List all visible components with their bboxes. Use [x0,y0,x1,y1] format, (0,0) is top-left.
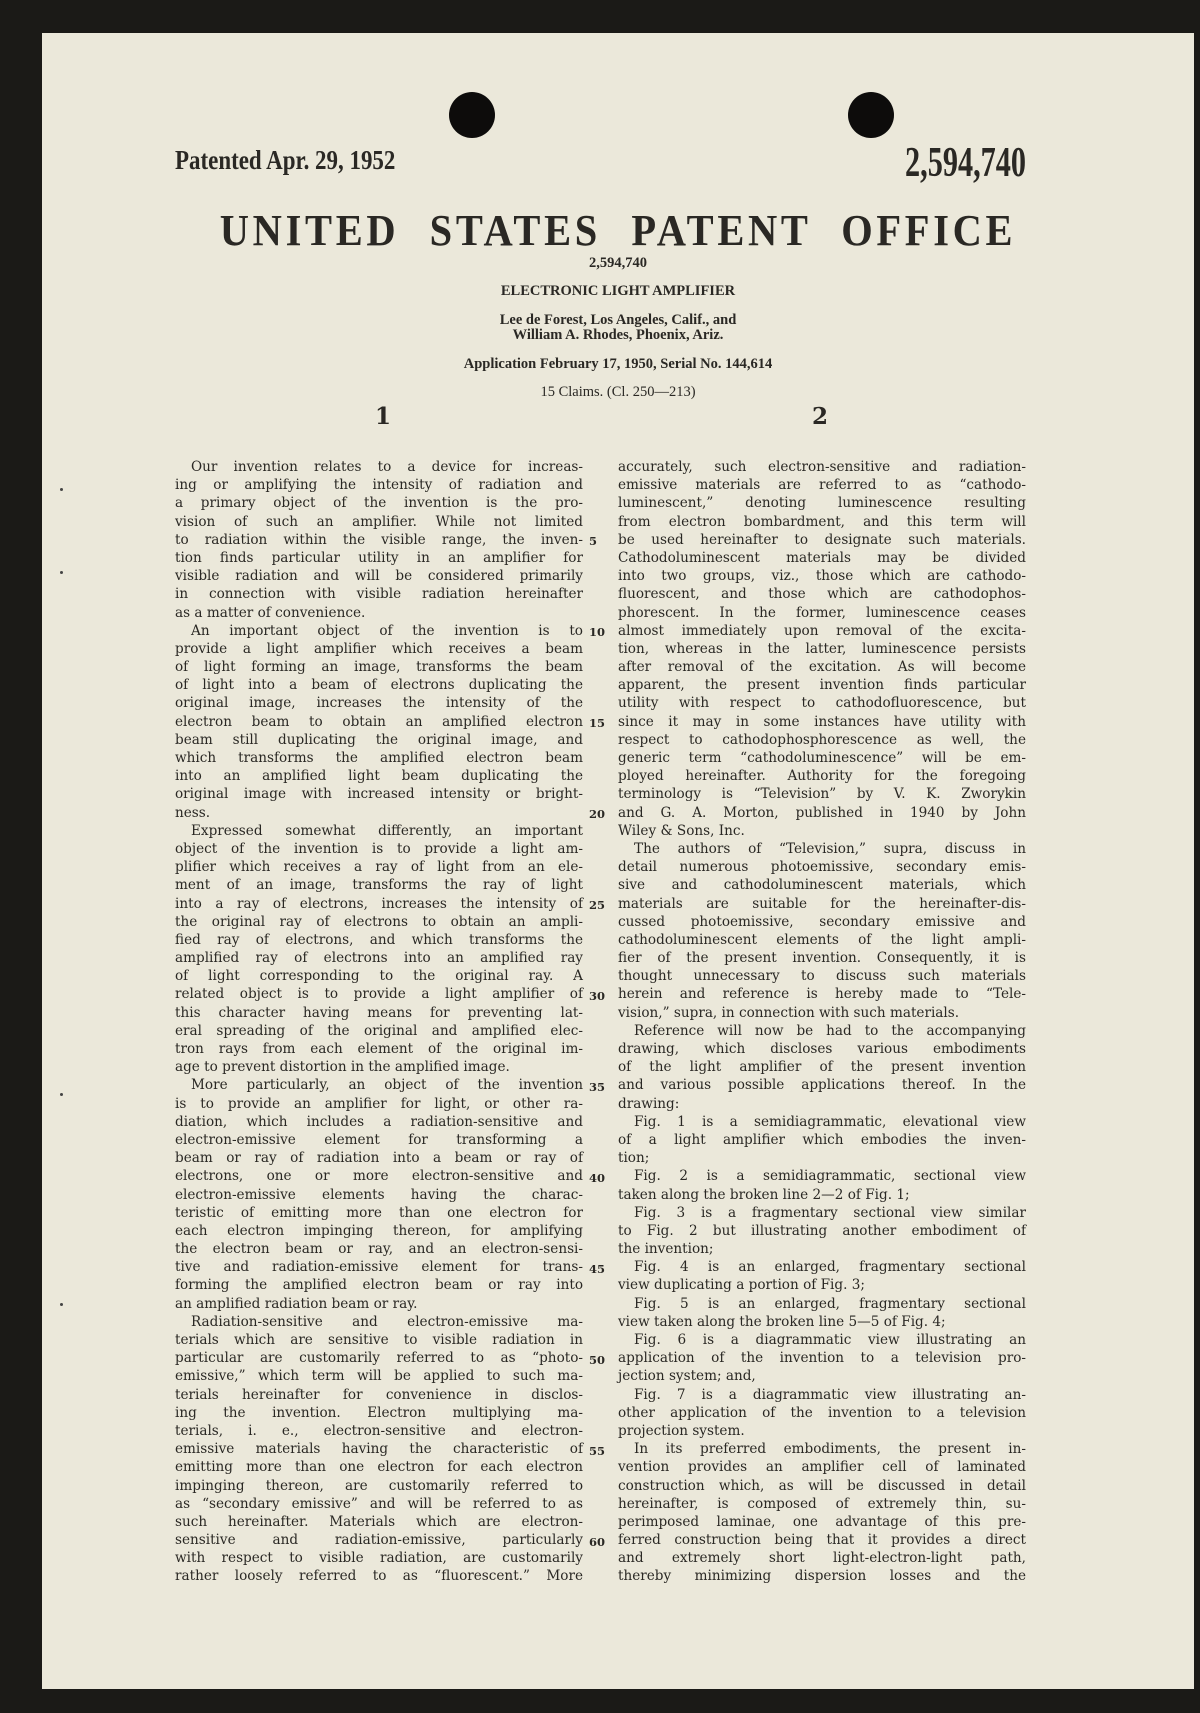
text-line: Fig. 7 is a diagrammatic view illustrating an- [634,1386,1026,1403]
text-line: original image, increases the intensity of the [175,695,583,712]
text-line: visible radiation and will be considered primarily [175,568,583,585]
text-line: Fig. 6 is a diagrammatic view illustrating an [634,1332,1026,1348]
text-line: drawing, which discloses various embodiments [618,1041,1026,1057]
text-line: beam still duplicating the original image, and [175,731,583,748]
text-line: plifier which receives a ray of light from an ele- [175,859,583,876]
text-line: fied ray of electrons, and which transforms the [175,931,583,948]
text-line: impinging thereon, are customarily referred to [175,1477,583,1494]
text-line: from electron bombardment, and this term will [618,513,1026,530]
line-number: 50 [589,1352,606,1367]
text-line: Expressed somewhat differently, an important [191,822,583,839]
column-number-2: 2 [812,403,829,430]
text-line: Fig. 1 is a semidiagrammatic, elevational view [634,1113,1026,1130]
text-line: rather loosely referred to as “fluorescent.” More [175,1568,583,1585]
text-line: cussed photoemissive, secondary emissive and [618,913,1026,930]
text-line: original image with increased intensity or bright- [175,786,583,803]
text-line: hereinafter, is composed of extremely thin, su- [618,1495,1026,1512]
text-line: application of the invention to a television pro- [618,1350,1026,1367]
line-number: 60 [589,1534,606,1549]
text-line: projection system. [618,1422,745,1439]
text-line: In its preferred embodiments, the present in- [634,1441,1026,1458]
text-line: Fig. 3 is a fragmentary sectional view similar [634,1204,1026,1221]
text-line: detail numerous photoemissive, secondary emis- [618,859,1026,876]
text-line: after removal of the excitation. As will become [618,659,1026,676]
text-line: the invention; [618,1241,714,1258]
text-line: into an amplified light beam duplicating the [175,768,583,785]
text-line: ferred construction being that it provides a direct [618,1532,1026,1549]
text-line: fluorescent, and those which are cathodophos- [618,586,1026,603]
line-number: 35 [589,1079,606,1094]
text-line: utility with respect to cathodofluorescence, but [618,695,1026,712]
line-number: 40 [589,1170,606,1185]
text-line: Reference will now be had to the accompanying [634,1022,1026,1039]
text-line: thought unnecessary to discuss such materials [618,968,1026,985]
text-line: perimposed laminae, one advantage of this pre- [618,1513,1026,1530]
text-column-2 [618,458,1026,1586]
text-line: such hereinafter. Materials which are electron- [175,1513,583,1530]
text-line: The authors of “Television,” supra, discuss in [634,840,1026,857]
text-line: into two groups, viz., those which are cathodo- [618,568,1026,585]
line-number: 30 [589,988,606,1003]
text-line: object of the invention is to provide a light am- [175,840,583,857]
text-line: ing or amplifying the intensity of radiation and [175,477,583,494]
text-line: to radiation within the visible range, the inven- [175,531,583,548]
text-line: eral spreading of the original and amplified elec- [175,1022,583,1039]
text-line: thereby minimizing dispersion losses and the [618,1568,1026,1585]
text-line: taken along the broken line 2—2 of Fig. 1; [618,1186,910,1203]
text-line: electron beam to obtain an amplified electron [175,713,583,730]
text-line: electron-emissive elements having the charac- [175,1186,583,1203]
text-line: related object is to provide a light amplifier of [175,986,583,1003]
text-line: diation, which includes a radiation-sensitive and [175,1113,583,1130]
line-number: 25 [589,897,606,912]
text-line: as “secondary emissive” and will be referred to as [175,1495,583,1512]
text-line: tive and radiation-emissive element for trans- [175,1259,583,1276]
text-line: of light forming an image, transforms the beam [175,659,583,676]
text-line: to Fig. 2 but illustrating another embodiment of [618,1222,1026,1239]
text-line: as a matter of convenience. [175,604,366,621]
text-line: is to provide an amplifier for light, or other ra- [175,1095,583,1112]
line-number: 20 [589,806,606,821]
text-line: cathodoluminescent elements of the light ampli- [618,931,1026,948]
text-line: tion finds particular utility in an amplifier for [175,549,583,566]
text-line: Wiley & Sons, Inc. [618,822,745,839]
text-line: ness. [175,804,211,821]
text-line: beam or ray of radiation into a beam or ray of [175,1150,583,1167]
text-line: terials, i. e., electron-sensitive and electron- [175,1422,583,1439]
text-line: this character having means for preventing lat- [175,1004,583,1021]
text-line: the electron beam or ray, and an electron-sensi- [175,1241,583,1258]
text-line: teristic of emitting more than one electron for [175,1204,583,1221]
text-line: materials are suitable for the hereinafter-dis- [618,895,1026,912]
inventors [42,313,1194,343]
text-line: the original ray of electrons to obtain an ampli- [175,913,583,930]
text-line: of a light amplifier which embodies the inven- [618,1131,1026,1148]
text-line: fier of the present invention. Consequently, it is [618,950,1026,967]
text-line: Fig. 2 is a semidiagrammatic, sectional view [634,1168,1026,1185]
text-line: and G. A. Morton, published in 1940 by John [618,804,1026,821]
text-line: ment of an image, transforms the ray of light [175,877,583,894]
text-line: Fig. 4 is an enlarged, fragmentary sectional [634,1259,1026,1276]
text-line: view duplicating a portion of Fig. 3; [618,1277,865,1294]
text-line: emissive materials are referred to as “cathodo- [618,477,1026,494]
text-line: emitting more than one electron for each electron [175,1459,583,1476]
inventors-line-2: William A. Rhodes, Phoenix, Ariz. [512,327,724,343]
line-number: 10 [589,624,606,639]
application-info: Application February 17, 1950, Serial No. 144,614 [463,356,773,372]
text-line: a primary object of the invention is the pro- [175,495,583,512]
text-line: provide a light amplifier which receives a beam [175,640,583,657]
text-line: since it may in some instances have utility with [618,713,1026,730]
text-line: terials hereinafter for convenience in disclos- [175,1386,583,1403]
text-line: with respect to visible radiation, are customarily [175,1550,583,1567]
text-line: of the light amplifier of the present invention [618,1059,1026,1076]
text-line: apparent, the present invention finds particular [618,677,1026,694]
text-line: of light into a beam of electrons duplicating the [175,677,583,694]
punch-hole-left [449,92,495,138]
text-line: particular are customarily referred to as “photo- [175,1350,583,1367]
text-line: electrons, one or more electron-sensitive and [175,1168,583,1185]
text-line: into a ray of electrons, increases the intensity of [175,895,583,912]
text-line: drawing: [618,1095,680,1112]
text-line: terminology is “Television” by V. K. Zworykin [618,786,1026,803]
text-line: Cathodoluminescent materials may be divided [618,549,1026,566]
text-line: accurately, such electron-sensitive and radiation- [618,459,1026,475]
line-number: 5 [589,533,598,548]
text-line: which transforms the amplified electron beam [175,750,583,766]
speck [60,488,63,491]
text-column-1 [175,458,583,1586]
text-line: terials which are sensitive to visible radiation in [175,1332,583,1348]
text-line: More particularly, an object of the invention [191,1077,583,1094]
patented-date: Patented Apr. 29, 1952 [175,145,396,175]
patent-page [42,33,1194,1689]
text-line: jection system; and, [618,1368,756,1385]
speck [60,1303,63,1306]
text-line: tion; [618,1150,650,1167]
text-line: age to prevent distortion in the amplified image. [175,1059,510,1076]
column-number-1: 1 [375,403,392,430]
inventors-line-1: Lee de Forest, Los Angeles, Calif., and [499,312,737,328]
text-line: luminescent,” denoting luminescence resulting [618,495,1026,512]
claims-info: 15 Claims. (Cl. 250—213) [540,384,696,400]
text-line: vision,” supra, in connection with such materials. [618,1004,960,1021]
text-line: tion, whereas in the latter, luminescence persists [618,640,1026,657]
speck [60,1093,63,1096]
text-line: emissive,” which term will be applied to such ma- [175,1368,583,1385]
text-line: other application of the invention to a television [618,1404,1026,1421]
text-line: vention provides an amplifier cell of laminated [618,1459,1026,1476]
speck [60,571,63,574]
invention-title: ELECTRONIC LIGHT AMPLIFIER [500,283,736,299]
text-line: almost immediately upon removal of the excita- [618,622,1026,639]
line-number: 55 [589,1443,606,1458]
text-line: sensitive and radiation-emissive, particularly [175,1532,583,1549]
text-line: herein and reference is hereby made to “Tele- [618,986,1026,1003]
text-line: electron-emissive element for transforming a [175,1131,583,1148]
text-line: vision of such an amplifier. While not limited [175,513,583,530]
text-line: generic term “cathodoluminescence” will be em- [618,750,1026,766]
patent-number: 2,594,740 [905,140,1026,186]
text-line: in connection with visible radiation hereinafter [175,586,583,603]
text-line: construction which, as will be discussed in detail [618,1477,1026,1494]
text-line: and extremely short light-electron-light path, [618,1550,1026,1567]
punch-hole-right [848,92,894,138]
line-number: 45 [589,1261,606,1276]
text-line: ployed hereinafter. Authority for the foregoing [618,768,1026,785]
text-line: sive and cathodoluminescent materials, which [618,877,1026,894]
text-line: An important object of the invention is to [191,622,583,639]
text-line: Radiation-sensitive and electron-emissive ma- [191,1313,583,1330]
line-number: 15 [589,715,606,730]
text-line: forming the amplified electron beam or ray into [175,1277,583,1294]
text-line: tron rays from each element of the original im- [175,1041,583,1057]
text-line: and various possible applications thereof. In the [618,1077,1026,1094]
text-line: each electron impinging thereon, for amplifying [175,1222,583,1239]
text-line: Our invention relates to a device for increas- [191,459,583,475]
text-line: amplified ray of electrons into an amplified ray [175,950,583,967]
text-line: Fig. 5 is an enlarged, fragmentary sectional [634,1295,1026,1312]
text-line: emissive materials having the characteristic of [175,1441,583,1458]
text-line: be used hereinafter to designate such materials. [618,531,1026,548]
text-line: phorescent. In the former, luminescence ceases [618,604,1026,621]
text-line: view taken along the broken line 5—5 of Fig. 4; [618,1313,946,1330]
text-line: of light corresponding to the original ray. A [175,968,583,985]
text-line: an amplified radiation beam or ray. [175,1295,418,1312]
office-title: UNITED STATES PATENT OFFICE [219,206,1017,255]
text-line: respect to cathodophosphorescence as well, the [618,731,1026,748]
patent-number-small: 2,594,740 [589,255,647,271]
text-line: ing the invention. Electron multiplying ma- [175,1404,583,1421]
